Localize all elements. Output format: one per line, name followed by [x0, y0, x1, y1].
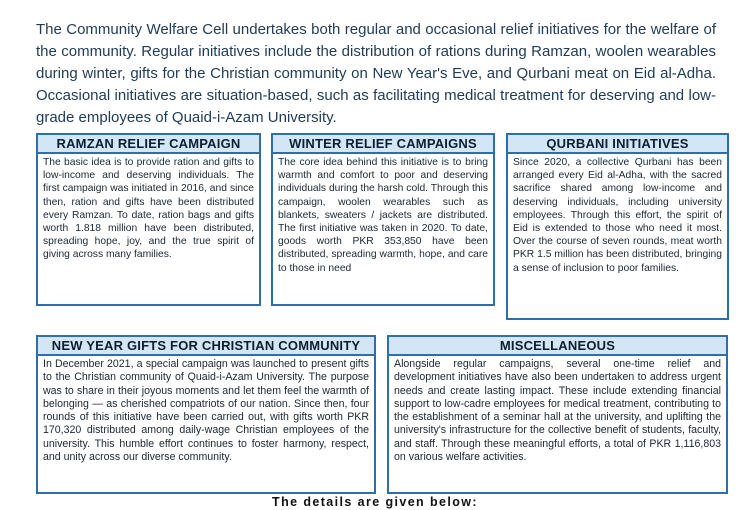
ramzan-relief-text: The basic idea is to provide ration and gifts to low-income and deserving individuals. The first campaign was initiated in 2016, and since then, ration and gifts have been distributed every Ramzan. To date, ration bags and gifts worth 1.818 million have been distributed, spreading hope, joy, and the true spirit of giving across many families. — [43, 157, 254, 261]
winter-relief-text: The core idea behind this initiative is to bring warmth and comfort to poor and deserving individuals during the harsh cold. Through this campaign, woolen wearables such as blankets, sweaters / jackets are distributed. The first initiative was taken in 2020. To date, goods worth PKR 353,850 have been distributed, spreading warmth, hope, and care to those in need — [278, 157, 488, 274]
new-year-gifts-text: In December 2021, a special campaign was launched to present gifts to the Christian community of Quaid-i-Azam University. The purpose was to share in their joyous moments and let them feel the warmth of belonging — as cherished compatriots of our nation. Since then, four rounds of this initiative have been carried out, with gifts worth PKR 170,320 distributed among daily-wage Christian employees of the university. This humble effort continues to foster harmony, respect, and unity across our diverse community. — [43, 358, 369, 464]
new-year-gifts-box — [36, 335, 376, 494]
qurbani-title: QURBANI INITIATIVES — [508, 135, 727, 154]
miscellaneous-text: Alongside regular campaigns, several one-time relief and development initiatives have also been undertaken to address urgent needs and create lasting impact. These include extending financial support to low-cadre employees for medical treatment, contributing to the establishment of a seminar hall at the university, and uplifting the university's infrastructure for the collective benefit of students, faculty, and staff. Through these meaningful efforts, a total of PKR 1,116,803 on various welfare activities. — [394, 358, 721, 464]
miscellaneous-box — [387, 335, 728, 494]
winter-relief-title: WINTER RELIEF CAMPAIGNS — [273, 135, 493, 154]
qurbani-text: Since 2020, a collective Qurbani has been arranged every Eid al-Adha, with the sacred sacrifice shared among low-income and deserving individuals, including university employees. Through this effort, the spirit of Eid is extended to those who need it most. Over the course of seven rounds, meat worth PKR 1.5 million has been distributed, bringing a sense of inclusion to poor families. — [513, 157, 722, 274]
miscellaneous-title: MISCELLANEOUS — [389, 337, 726, 356]
details-footer: The details are given below: — [272, 495, 478, 509]
ramzan-relief-title: RAMZAN RELIEF CAMPAIGN — [38, 135, 259, 154]
intro-paragraph: The Community Welfare Cell undertakes both regular and occasional relief initiatives for the welfare of the community. Regular initiatives include the distribution of rations during Ramzan, woolen wearables during winter, gifts for the Christian community on New Year's Eve, and Qurbani meat on Eid al-Adha. Occasional initiatives are situation-based, such as facilitating medical treatment for deserving and low-grade employees of Quaid-i-Azam University. — [36, 21, 716, 126]
new-year-gifts-title: NEW YEAR GIFTS FOR CHRISTIAN COMMUNITY — [38, 337, 374, 356]
qurbani-box — [506, 133, 729, 320]
ramzan-relief-box — [36, 133, 261, 306]
winter-relief-box — [271, 133, 495, 306]
